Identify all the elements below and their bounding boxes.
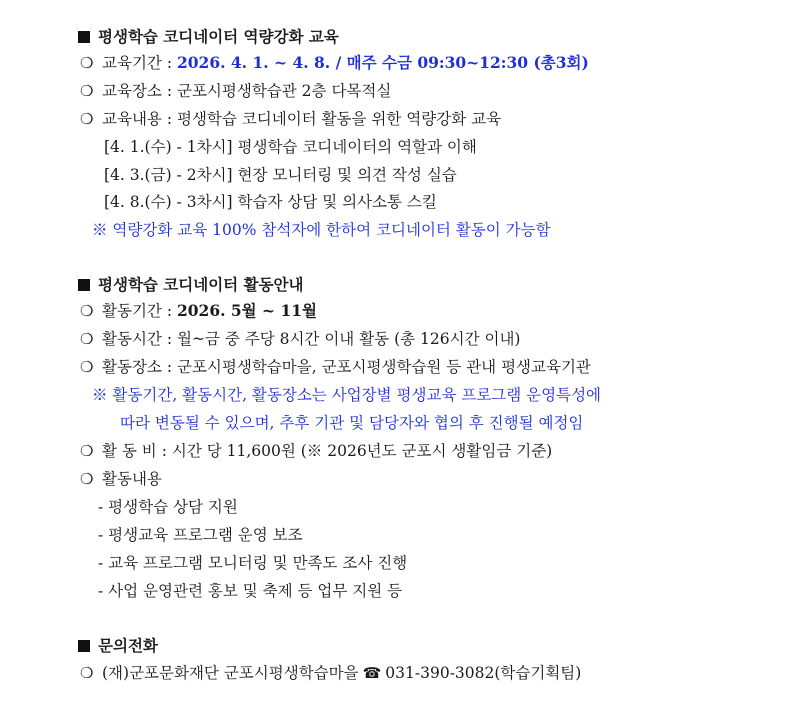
education-period: ❍ 교육기간 : 2026. 4. 1. ~ 4. 8. / 매주 수금 09:30~12:30 (총3회): [80, 50, 589, 76]
square-bullet-icon: [78, 279, 90, 291]
square-bullet-icon: [78, 640, 90, 652]
circle-bullet-icon: ❍: [80, 82, 94, 100]
education-note: ※ 역량강화 교육 100% 참석자에 한하여 코디네이터 활동이 가능함: [92, 221, 551, 239]
session-item: [4. 1.(수) - 1차시] 평생학습 코디네이터의 역할과 이해: [104, 138, 477, 156]
section-heading-education: 평생학습 코디네이터 역량강화 교육: [78, 25, 339, 49]
circle-bullet-icon: ❍: [80, 302, 94, 320]
education-content: ❍ 교육내용 : 평생학습 코디네이터 활동을 위한 역량강화 교육: [80, 106, 501, 132]
circle-bullet-icon: ❍: [80, 358, 94, 376]
activity-item: - 교육 프로그램 모니터링 및 만족도 조사 진행: [98, 554, 408, 572]
section-heading-activity: 평생학습 코디네이터 활동안내: [78, 273, 303, 297]
circle-bullet-icon: ❍: [80, 664, 94, 682]
circle-bullet-icon: ❍: [80, 54, 94, 72]
activity-hours: ❍ 활동시간 : 월~금 중 주당 8시간 이내 활동 (총 126시간 이내): [80, 326, 520, 352]
activity-item: - 평생교육 프로그램 운영 보조: [98, 526, 303, 544]
education-period-value: 2026. 4. 1. ~ 4. 8. / 매주 수금 09:30~12:30 (총3회): [176, 53, 589, 72]
section-heading-contact: 문의전화: [78, 634, 158, 658]
activity-period-value: 2026. 5월 ~ 11월: [176, 301, 317, 320]
session-item: [4. 3.(금) - 2차시] 현장 모니터링 및 의견 작성 실습: [104, 166, 457, 184]
education-place: ❍ 교육장소 : 군포시평생학습관 2층 다목적실: [80, 78, 391, 104]
activity-period: ❍ 활동기간 : 2026. 5월 ~ 11월: [80, 298, 317, 324]
circle-bullet-icon: ❍: [80, 442, 94, 460]
circle-bullet-icon: ❍: [80, 470, 94, 488]
circle-bullet-icon: ❍: [80, 330, 94, 348]
activity-item: - 사업 운영관련 홍보 및 축제 등 업무 지원 등: [98, 582, 403, 600]
activity-note-line2: 따라 변동될 수 있으며, 추후 기관 및 담당자와 협의 후 진행될 예정임: [120, 414, 584, 432]
activity-fee: ❍ 활 동 비 : 시간 당 11,600원 (※ 2026년도 군포시 생활임금 기준): [80, 438, 552, 464]
contact-phone: 031-390-3082(학습기획팀): [385, 664, 582, 682]
phone-icon: ☎: [362, 664, 382, 682]
session-item: [4. 8.(수) - 3차시] 학습자 상담 및 의사소통 스킬: [104, 193, 437, 211]
activity-content: ❍ 활동내용: [80, 466, 162, 492]
square-bullet-icon: [78, 31, 90, 43]
circle-bullet-icon: ❍: [80, 110, 94, 128]
activity-note-line1: ※ 활동기간, 활동시간, 활동장소는 사업장별 평생교육 프로그램 운영특성에: [92, 386, 602, 404]
activity-place: ❍ 활동장소 : 군포시평생학습마을, 군포시평생학습원 등 관내 평생교육기관: [80, 354, 591, 380]
activity-item: - 평생학습 상담 지원: [98, 498, 238, 516]
contact-line: ❍ (재)군포문화재단 군포시평생학습마을 ☎ 031-390-3082(학습기획팀): [80, 660, 581, 686]
